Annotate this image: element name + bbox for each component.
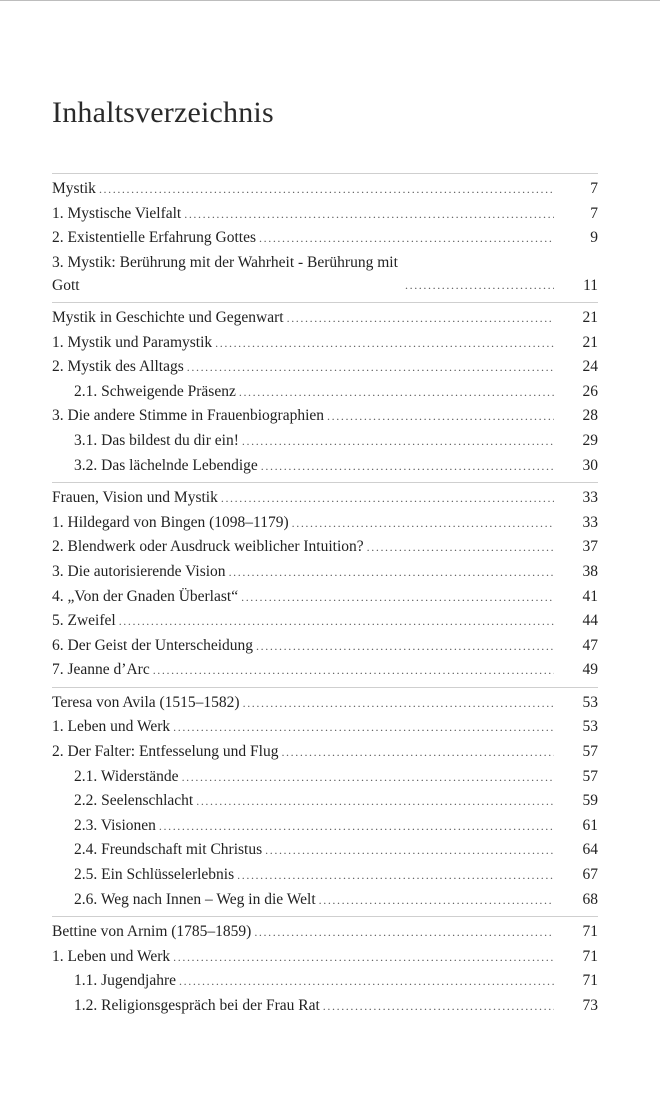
toc-page-number: 29 bbox=[582, 431, 598, 449]
toc-entry bbox=[52, 994, 598, 1019]
toc-entry bbox=[52, 306, 598, 331]
toc-entry bbox=[52, 535, 598, 560]
toc-page-number: 21 bbox=[582, 308, 598, 326]
dot-leader bbox=[179, 970, 554, 994]
dot-leader bbox=[319, 889, 554, 913]
toc-entry-title: 3. Mystik: Berührung mit der Wahrheit - Berührung mit Gott bbox=[52, 253, 398, 295]
dot-leader bbox=[173, 716, 554, 740]
toc-entry bbox=[52, 609, 598, 634]
toc-entry bbox=[52, 202, 598, 227]
toc-entry bbox=[52, 511, 598, 536]
toc-entry-title: Mystik in Geschichte und Gegenwart bbox=[52, 308, 284, 326]
toc-entry bbox=[52, 715, 598, 740]
dot-leader bbox=[261, 455, 554, 479]
toc-entry-title: 1.1. Jugendjahre bbox=[74, 972, 177, 990]
toc-entry-title: 2.5. Ein Schlüsselerlebnis bbox=[74, 866, 235, 884]
dot-leader bbox=[99, 178, 554, 202]
toc-section bbox=[52, 303, 598, 483]
toc-entry-title: 2.4. Freundschaft mit Christus bbox=[74, 841, 263, 859]
toc-entry bbox=[52, 658, 598, 683]
dot-leader bbox=[182, 766, 554, 790]
top-rule bbox=[0, 0, 660, 1]
page-title: Inhaltsverzeichnis bbox=[52, 96, 274, 129]
toc-page-number: 49 bbox=[582, 661, 598, 679]
dot-leader bbox=[405, 274, 554, 298]
toc-entry bbox=[52, 404, 598, 429]
toc-page-number: 59 bbox=[582, 792, 598, 810]
toc-section bbox=[52, 917, 598, 1022]
toc-entry bbox=[52, 888, 598, 913]
toc-section bbox=[52, 688, 598, 917]
toc-entry-title: 3.2. Das lächelnde Lebendige bbox=[74, 456, 258, 474]
toc-entry bbox=[52, 454, 598, 479]
toc-page-number: 61 bbox=[582, 816, 598, 834]
table-of-contents bbox=[52, 173, 598, 1023]
toc-entry-title: 2. Mystik des Alltags bbox=[52, 358, 184, 376]
dot-leader bbox=[254, 921, 554, 945]
toc-entry-title: 4. „Von der Gnaden Überlast“ bbox=[52, 587, 239, 605]
dot-leader bbox=[256, 635, 554, 659]
dot-leader bbox=[259, 227, 554, 251]
dot-leader bbox=[243, 692, 554, 716]
dot-leader bbox=[159, 815, 554, 839]
toc-entry-title: 3. Die andere Stimme in Frauenbiographien bbox=[52, 407, 325, 425]
toc-page-number: 33 bbox=[582, 489, 598, 507]
dot-leader bbox=[237, 864, 554, 888]
toc-entry bbox=[52, 765, 598, 790]
dot-leader bbox=[242, 430, 554, 454]
toc-entry bbox=[52, 331, 598, 356]
dot-leader bbox=[292, 512, 554, 536]
toc-entry-title: 1. Leben und Werk bbox=[52, 947, 171, 965]
dot-leader bbox=[153, 659, 554, 683]
toc-page-number: 71 bbox=[582, 923, 598, 941]
toc-section bbox=[52, 483, 598, 688]
toc-entry-title: 1. Mystische Vielfalt bbox=[52, 204, 182, 222]
toc-entry-title: 5. Zweifel bbox=[52, 612, 116, 630]
toc-page-number: 67 bbox=[582, 866, 598, 884]
toc-entry-title: 3.1. Das bildest du dir ein! bbox=[74, 431, 239, 449]
dot-leader bbox=[173, 946, 554, 970]
toc-entry-title: 3. Die autorisierende Vision bbox=[52, 562, 226, 580]
toc-entry-title: 2.2. Seelenschlacht bbox=[74, 792, 194, 810]
toc-page-number: 71 bbox=[582, 947, 598, 965]
dot-leader bbox=[196, 790, 554, 814]
toc-entry bbox=[52, 429, 598, 454]
toc-entry-title: 1. Leben und Werk bbox=[52, 718, 171, 736]
toc-entry bbox=[52, 251, 598, 298]
toc-entry bbox=[52, 355, 598, 380]
toc-entry-title: 2. Existentielle Erfahrung Gottes bbox=[52, 229, 257, 247]
toc-page-number: 57 bbox=[582, 743, 598, 761]
toc-entry-title: 2.3. Visionen bbox=[74, 816, 156, 834]
toc-entry-title: Teresa von Avila (1515–1582) bbox=[52, 693, 240, 711]
toc-entry bbox=[52, 226, 598, 251]
toc-page-number: 24 bbox=[582, 358, 598, 376]
toc-page-number: 30 bbox=[582, 456, 598, 474]
dot-leader bbox=[119, 610, 554, 634]
toc-page-number: 41 bbox=[582, 587, 598, 605]
toc-entry bbox=[52, 585, 598, 610]
toc-entry bbox=[52, 380, 598, 405]
toc-entry-title: 6. Der Geist der Unterscheidung bbox=[52, 636, 254, 654]
toc-entry-title: 2. Der Falter: Entfesselung und Flug bbox=[52, 743, 279, 761]
dot-leader bbox=[287, 307, 554, 331]
toc-entry bbox=[52, 945, 598, 970]
toc-entry bbox=[52, 814, 598, 839]
dot-leader bbox=[239, 381, 554, 405]
toc-entry bbox=[52, 740, 598, 765]
toc-page-number: 28 bbox=[582, 407, 598, 425]
dot-leader bbox=[323, 995, 554, 1019]
toc-entry-title: 1. Hildegard von Bingen (1098–1179) bbox=[52, 513, 289, 531]
toc-entry-title: 2.1. Widerstände bbox=[74, 767, 179, 785]
toc-entry bbox=[52, 691, 598, 716]
toc-entry-title: 2.1. Schweigende Präsenz bbox=[74, 382, 236, 400]
dot-leader bbox=[265, 839, 554, 863]
toc-entry-title: 1. Mystik und Paramystik bbox=[52, 333, 213, 351]
toc-entry bbox=[52, 838, 598, 863]
toc-section bbox=[52, 173, 598, 303]
toc-entry-title: 7. Jeanne d’Arc bbox=[52, 661, 150, 679]
dot-leader bbox=[221, 487, 554, 511]
toc-page-number: 53 bbox=[582, 693, 598, 711]
toc-page-number: 11 bbox=[583, 277, 598, 295]
toc-entry-title: 2.6. Weg nach Innen – Weg in die Welt bbox=[74, 890, 316, 908]
toc-page-number: 7 bbox=[590, 204, 598, 222]
dot-leader bbox=[184, 203, 554, 227]
toc-entry-title: 2. Blendwerk oder Ausdruck weiblicher Intuition? bbox=[52, 538, 364, 556]
toc-entry bbox=[52, 863, 598, 888]
toc-page-number: 26 bbox=[582, 382, 598, 400]
toc-page-number: 57 bbox=[582, 767, 598, 785]
toc-entry bbox=[52, 789, 598, 814]
dot-leader bbox=[327, 405, 554, 429]
toc-page-number: 44 bbox=[582, 612, 598, 630]
dot-leader bbox=[187, 356, 554, 380]
toc-entry bbox=[52, 920, 598, 945]
dot-leader bbox=[241, 586, 554, 610]
dot-leader bbox=[215, 332, 554, 356]
toc-entry bbox=[52, 969, 598, 994]
dot-leader bbox=[229, 561, 554, 585]
toc-page-number: 9 bbox=[590, 229, 598, 247]
toc-page-number: 38 bbox=[582, 562, 598, 580]
toc-entry bbox=[52, 486, 598, 511]
toc-entry-title: 1.2. Religionsgespräch bei der Frau Rat bbox=[74, 997, 320, 1014]
toc-page-number: 37 bbox=[582, 538, 598, 556]
toc-page-number: 53 bbox=[582, 718, 598, 736]
toc-page-number: 47 bbox=[582, 636, 598, 654]
toc-entry-title: Frauen, Vision und Mystik bbox=[52, 489, 218, 507]
toc-page-number: 33 bbox=[582, 513, 598, 531]
toc-page-number: 68 bbox=[582, 890, 598, 908]
dot-leader bbox=[281, 741, 554, 765]
toc-entry bbox=[52, 177, 598, 202]
toc-page-number: 7 bbox=[590, 180, 598, 197]
toc-entry bbox=[52, 634, 598, 659]
dot-leader bbox=[367, 536, 554, 560]
toc-page-number: 73 bbox=[582, 997, 598, 1014]
toc-page-number: 21 bbox=[582, 333, 598, 351]
toc-entry bbox=[52, 560, 598, 585]
toc-entry-title: Mystik bbox=[52, 180, 96, 197]
toc-page-number: 64 bbox=[582, 841, 598, 859]
toc-entry-title: Bettine von Arnim (1785–1859) bbox=[52, 923, 252, 941]
toc-page-number: 71 bbox=[582, 972, 598, 990]
